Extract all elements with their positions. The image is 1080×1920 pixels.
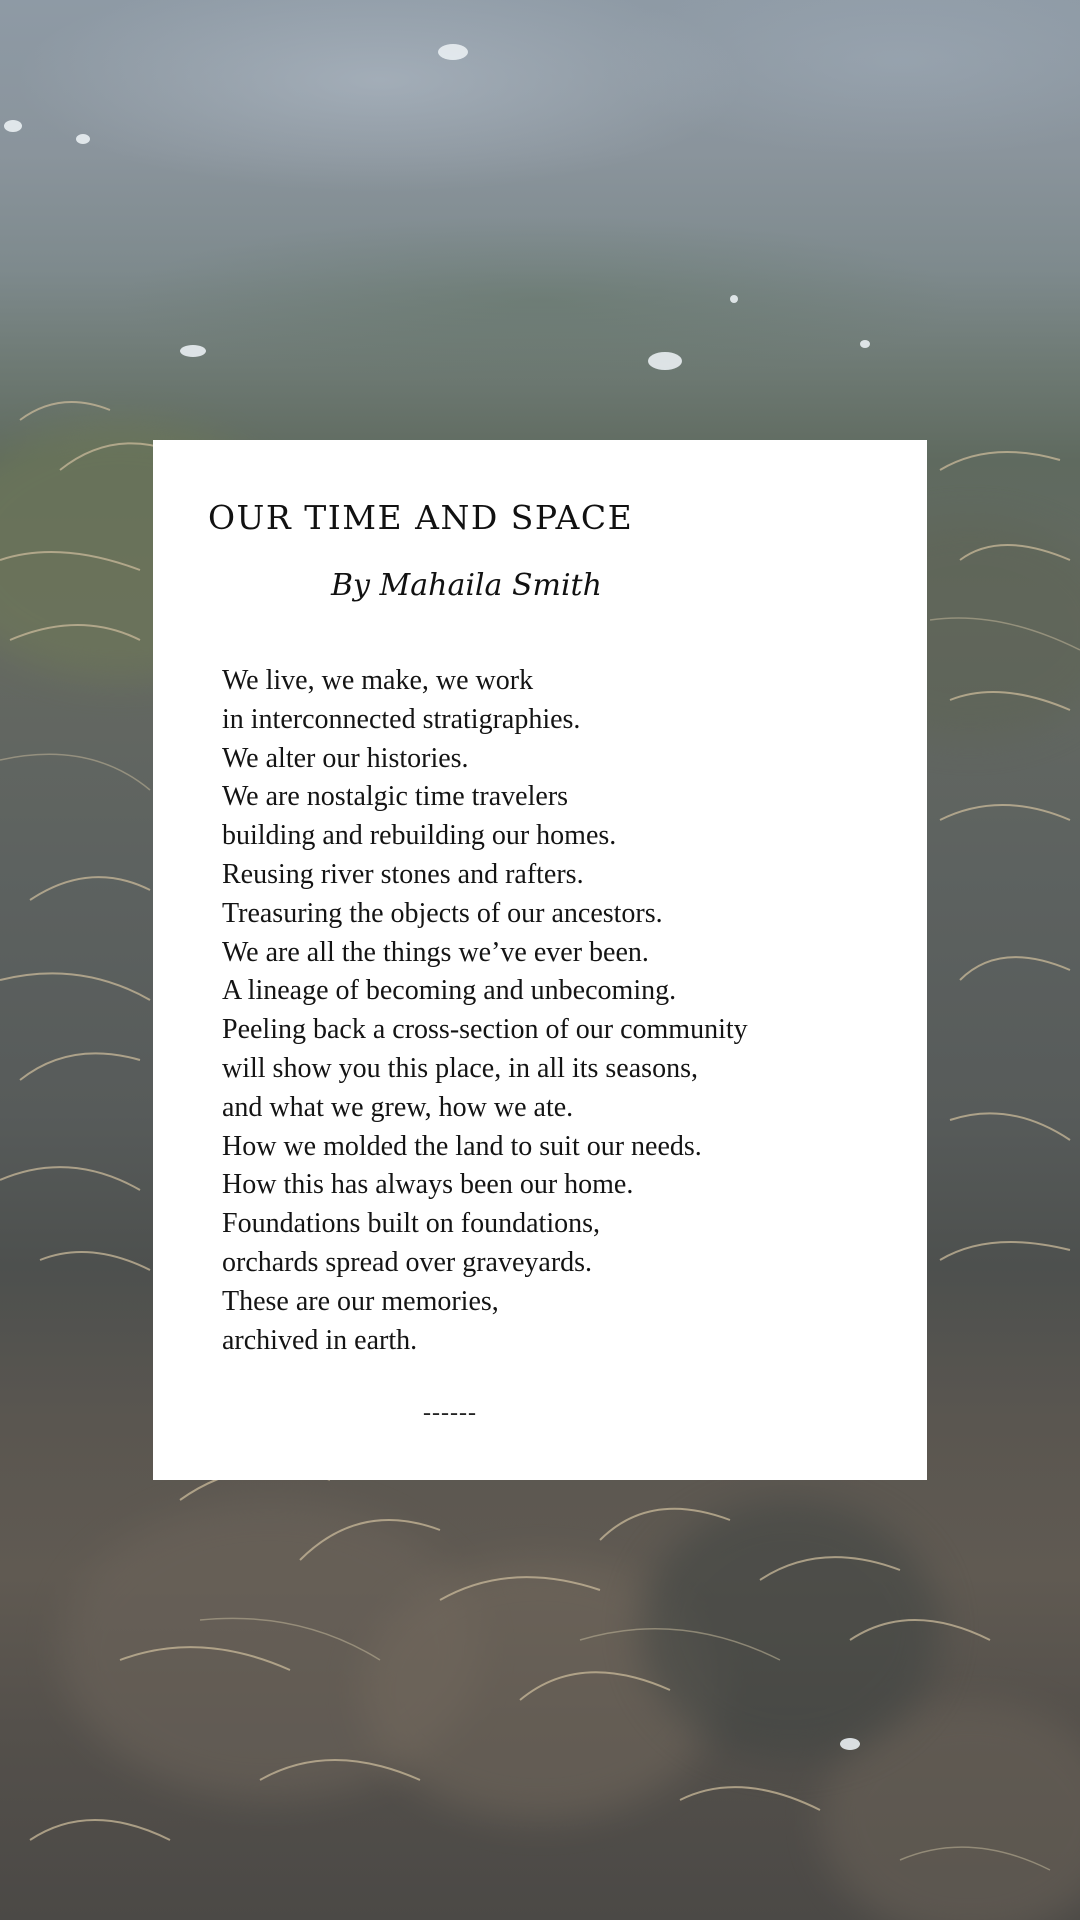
poem-line: Foundations built on foundations, <box>222 1208 600 1240</box>
poem-author: By Mahaila Smith <box>331 568 602 603</box>
poem-line: and what we grew, how we ate. <box>222 1091 574 1123</box>
poem-line: building and rebuilding our homes. <box>222 820 617 852</box>
poem-line: orchards spread over graveyards. <box>222 1246 593 1278</box>
poem-line: A lineage of becoming and unbecoming. <box>222 975 677 1007</box>
poem-line: These are our memories, <box>222 1285 499 1317</box>
poem-line: will show you this place, in all its seasons, <box>222 1052 698 1084</box>
poem-line: How we molded the land to suit our needs. <box>222 1130 702 1162</box>
poem-line: archived in earth. <box>222 1324 418 1356</box>
poem-line: Peeling back a cross-section of our community <box>222 1014 748 1046</box>
poem-divider: ------ <box>423 1400 477 1426</box>
poem-line: Treasuring the objects of our ancestors. <box>222 897 663 929</box>
poem-line: Reusing river stones and rafters. <box>222 858 584 890</box>
poem-line: in interconnected stratigraphies. <box>222 703 581 735</box>
poem-line: How this has always been our home. <box>222 1169 634 1201</box>
poem-line: We are nostalgic time travelers <box>222 781 569 813</box>
poem-line: We alter our histories. <box>222 742 469 774</box>
poem-card <box>153 440 927 1480</box>
poem-line: We live, we make, we work <box>222 665 534 696</box>
poem-line: We are all the things we’ve ever been. <box>222 936 649 968</box>
poem-body <box>222 662 748 1360</box>
poem-title: OUR TIME AND SPACE <box>208 498 634 537</box>
